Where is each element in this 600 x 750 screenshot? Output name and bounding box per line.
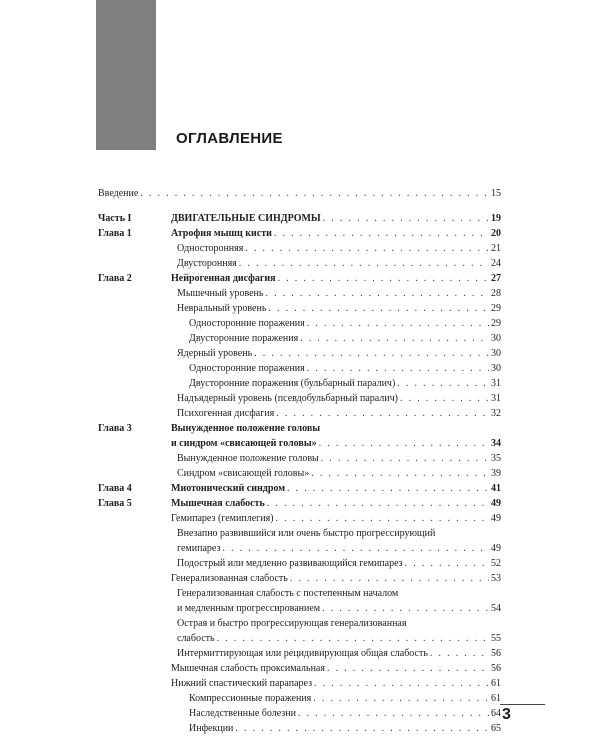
toc-entry-page: 30 (491, 348, 501, 359)
toc-entry-page: 27 (491, 273, 501, 284)
toc-entry[interactable] (98, 436, 501, 451)
toc-entry[interactable] (98, 256, 501, 271)
toc-entry-line (171, 271, 501, 286)
toc-entry-page: 56 (491, 648, 501, 659)
toc-entry-title: Генерализованная слабость (171, 573, 288, 584)
toc-entry[interactable] (98, 541, 501, 556)
toc-entry-line (177, 241, 501, 256)
toc-entry-title: слабость (177, 633, 215, 644)
toc-entry-line (177, 541, 501, 556)
toc-entry-title: Ядерный уровень (177, 348, 253, 359)
toc-entry[interactable] (98, 616, 501, 631)
toc-entry-line (171, 226, 501, 241)
toc-entry[interactable] (98, 421, 501, 436)
toc-entry-label: Глава 1 (98, 228, 132, 239)
toc-entry-title: Нейрогенная дисфагия (171, 273, 276, 284)
toc-entry-page: 61 (491, 693, 501, 704)
toc-entry-page: 49 (491, 513, 501, 524)
toc-entry-line (177, 556, 501, 571)
toc-entry[interactable] (98, 721, 501, 736)
toc-entry-page: 24 (491, 258, 501, 269)
toc-dot-leader (254, 346, 489, 361)
toc-entry-line (177, 466, 501, 481)
toc-entry-page: 56 (491, 663, 501, 674)
toc-entry[interactable] (98, 226, 501, 241)
toc-entry-page: 34 (491, 438, 501, 449)
toc-entry-page: 35 (491, 453, 501, 464)
toc-dot-leader (217, 631, 489, 646)
toc-entry-line (177, 526, 501, 541)
toc-dot-leader (267, 496, 489, 511)
toc-entry-title: Интермиттирующая или рецидивирующая общая слабость (177, 648, 428, 659)
toc-entry-page: 21 (491, 243, 501, 254)
toc-entry[interactable] (98, 556, 501, 571)
toc-entry-label: Глава 5 (98, 498, 132, 509)
toc-entry-line (177, 406, 501, 421)
toc-entry-label: Глава 3 (98, 423, 132, 434)
toc-entry-title: Острая и быстро прогрессирующая генерализованная (177, 618, 407, 629)
toc-entry[interactable] (98, 571, 501, 586)
page-title: ОГЛАВЛЕНИЕ (176, 130, 283, 147)
toc-entry-title: Гемипарез (гемиплегия) (171, 513, 274, 524)
toc-entry-page: 49 (491, 543, 501, 554)
toc-dot-leader (298, 706, 489, 721)
toc-dot-leader (239, 256, 489, 271)
toc-entry-page: 64 (491, 708, 501, 719)
toc-entry-line (171, 496, 501, 511)
toc-entry[interactable] (98, 186, 501, 201)
toc-entry[interactable] (98, 211, 501, 226)
toc-dot-leader (307, 361, 489, 376)
toc-entry-page: 19 (491, 213, 501, 224)
toc-entry-title: Синдром «свисающей головы» (177, 468, 310, 479)
toc-entry-title: Компрессионные поражения (189, 693, 312, 704)
toc-entry-line (171, 676, 501, 691)
toc-entry[interactable] (98, 496, 501, 511)
toc-entry-line (189, 361, 501, 376)
toc-entry-label: Глава 4 (98, 483, 132, 494)
toc-entry-page: 20 (491, 228, 501, 239)
toc-entry[interactable] (98, 661, 501, 676)
toc-entry[interactable] (98, 676, 501, 691)
toc-entry-title: Двусторонние поражения (бульбарный паралич) (189, 378, 396, 389)
toc-entry[interactable] (98, 466, 501, 481)
toc-dot-leader (314, 676, 489, 691)
toc-dot-leader (290, 571, 489, 586)
toc-entry-line (171, 481, 501, 496)
page-number-rule (500, 704, 545, 705)
toc-entry-title: Подострый или медленно развивающийся гемипарез (177, 558, 403, 569)
toc-entry[interactable] (98, 331, 501, 346)
toc-entry-title: Нижний спастический парапарез (171, 678, 313, 689)
toc-entry-page: 55 (491, 633, 501, 644)
toc-entry-line (177, 631, 501, 646)
toc-entry[interactable] (98, 511, 501, 526)
toc-entry[interactable] (98, 601, 501, 616)
toc-entry-title: Введение (98, 188, 139, 199)
decorative-gray-block (96, 0, 156, 150)
toc-entry[interactable] (98, 406, 501, 421)
toc-entry-line (177, 391, 501, 406)
toc-entry-page: 41 (491, 483, 501, 494)
toc-entry[interactable] (98, 271, 501, 286)
toc-entry-line (171, 421, 501, 436)
toc-dot-leader (245, 241, 489, 256)
toc-entry-title: Односторонние поражения (189, 363, 305, 374)
toc-entry-line (189, 316, 501, 331)
toc-entry-page: 28 (491, 288, 501, 299)
table-of-contents (98, 186, 501, 736)
toc-dot-leader (278, 271, 489, 286)
toc-entry-page: 31 (491, 393, 501, 404)
toc-entry[interactable] (98, 526, 501, 541)
toc-entry-title: Вынужденное положение головы (171, 423, 321, 434)
toc-entry-title: Надъядерный уровень (псевдобульбарный паралич) (177, 393, 399, 404)
toc-entry-page: 53 (491, 573, 501, 584)
toc-entry-title: Мышечный уровень (177, 288, 264, 299)
toc-entry[interactable] (98, 691, 501, 706)
toc-entry-page: 54 (491, 603, 501, 614)
toc-entry-page: 49 (491, 498, 501, 509)
toc-entry-line (189, 331, 501, 346)
toc-entry-line (177, 256, 501, 271)
toc-dot-leader (222, 541, 489, 556)
toc-entry[interactable] (98, 391, 501, 406)
toc-entry[interactable] (98, 631, 501, 646)
toc-dot-leader (307, 316, 489, 331)
toc-entry-line (189, 721, 501, 736)
toc-entry-page: 39 (491, 468, 501, 479)
toc-entry-title: Наследственные болезни (189, 708, 296, 719)
toc-entry-label: Глава 2 (98, 273, 132, 284)
toc-entry[interactable] (98, 706, 501, 721)
toc-entry-title: Односторонние поражения (189, 318, 305, 329)
toc-entry-page: 32 (491, 408, 501, 419)
toc-entry-page: 29 (491, 303, 501, 314)
toc-entry-line (171, 661, 501, 676)
toc-entry-line (177, 286, 501, 301)
toc-dot-leader (300, 331, 489, 346)
toc-entry-title: Односторонняя (177, 243, 244, 254)
toc-entry-line (189, 706, 501, 721)
toc-entry-page: 31 (491, 378, 501, 389)
toc-entry-title: Миотонический синдром (171, 483, 285, 494)
toc-entry-page: 61 (491, 678, 501, 689)
toc-entry-line (177, 616, 501, 631)
toc-entry[interactable] (98, 241, 501, 256)
toc-entry[interactable] (98, 376, 501, 391)
toc-dot-leader (319, 436, 489, 451)
toc-entry-page: 30 (491, 363, 501, 374)
toc-entry-line (171, 571, 501, 586)
toc-dot-leader (430, 646, 489, 661)
toc-entry-line (177, 301, 501, 316)
page-number: 3 (502, 706, 511, 723)
toc-entry[interactable] (98, 316, 501, 331)
toc-dot-leader (140, 186, 489, 201)
toc-dot-leader (321, 451, 489, 466)
toc-entry-title: гемипарез (177, 543, 221, 554)
toc-entry-title: Мышечная слабость проксимальная (171, 663, 325, 674)
toc-dot-leader (276, 406, 489, 421)
toc-entry-line (177, 451, 501, 466)
toc-entry-page: 29 (491, 318, 501, 329)
toc-entry-title: Невральный уровень (177, 303, 267, 314)
toc-dot-leader (287, 481, 489, 496)
toc-entry[interactable] (98, 286, 501, 301)
toc-dot-leader (400, 391, 489, 406)
toc-entry-title: ДВИГАТЕЛЬНЫЕ СИНДРОМЫ (171, 213, 321, 224)
toc-entry[interactable] (98, 451, 501, 466)
toc-entry-label: Часть I (98, 213, 132, 224)
toc-entry-line (189, 376, 501, 391)
toc-dot-leader (323, 211, 489, 226)
toc-entry-page: 65 (491, 723, 501, 734)
toc-entry-line (98, 186, 501, 201)
toc-entry-line (171, 211, 501, 226)
toc-entry-line (177, 346, 501, 361)
toc-entry-line (177, 601, 501, 616)
toc-entry-title: Мышечная слабость (171, 498, 265, 509)
toc-entry-title: и синдром «свисающей головы» (171, 438, 317, 449)
toc-entry-title: Двусторонняя (177, 258, 237, 269)
toc-entry-page: 30 (491, 333, 501, 344)
toc-entry-line (171, 436, 501, 451)
toc-entry[interactable] (98, 481, 501, 496)
toc-entry-title: Внезапно развившийся или очень быстро прогрессирующий (177, 528, 436, 539)
toc-entry[interactable] (98, 301, 501, 316)
toc-entry-line (177, 586, 501, 601)
toc-entry-title: Генерализованная слабость с постепенным началом (177, 588, 399, 599)
toc-entry-page: 52 (491, 558, 501, 569)
toc-dot-leader (322, 601, 489, 616)
toc-entry-title: Двусторонние поражения (189, 333, 299, 344)
toc-dot-leader (268, 301, 489, 316)
toc-entry[interactable] (98, 361, 501, 376)
toc-entry[interactable] (98, 586, 501, 601)
toc-dot-leader (327, 661, 489, 676)
toc-dot-leader (276, 511, 489, 526)
toc-entry-line (177, 646, 501, 661)
toc-entry[interactable] (98, 346, 501, 361)
toc-entry-page: 15 (491, 188, 501, 199)
toc-dot-leader (235, 721, 489, 736)
toc-dot-leader (397, 376, 489, 391)
toc-entry[interactable] (98, 646, 501, 661)
toc-entry-line (189, 691, 501, 706)
toc-entry-title: Психогенная дисфагия (177, 408, 275, 419)
toc-dot-leader (265, 286, 489, 301)
toc-entry-title: Атрофия мышц кисти (171, 228, 272, 239)
toc-entry-title: Инфекции (189, 723, 234, 734)
toc-dot-leader (311, 466, 489, 481)
toc-dot-leader (274, 226, 489, 241)
toc-entry-title: и медленным прогрессированием (177, 603, 321, 614)
toc-dot-leader (405, 556, 489, 571)
toc-entry-title: Вынужденное положение головы (177, 453, 319, 464)
toc-dot-leader (313, 691, 489, 706)
toc-entry-line (171, 511, 501, 526)
